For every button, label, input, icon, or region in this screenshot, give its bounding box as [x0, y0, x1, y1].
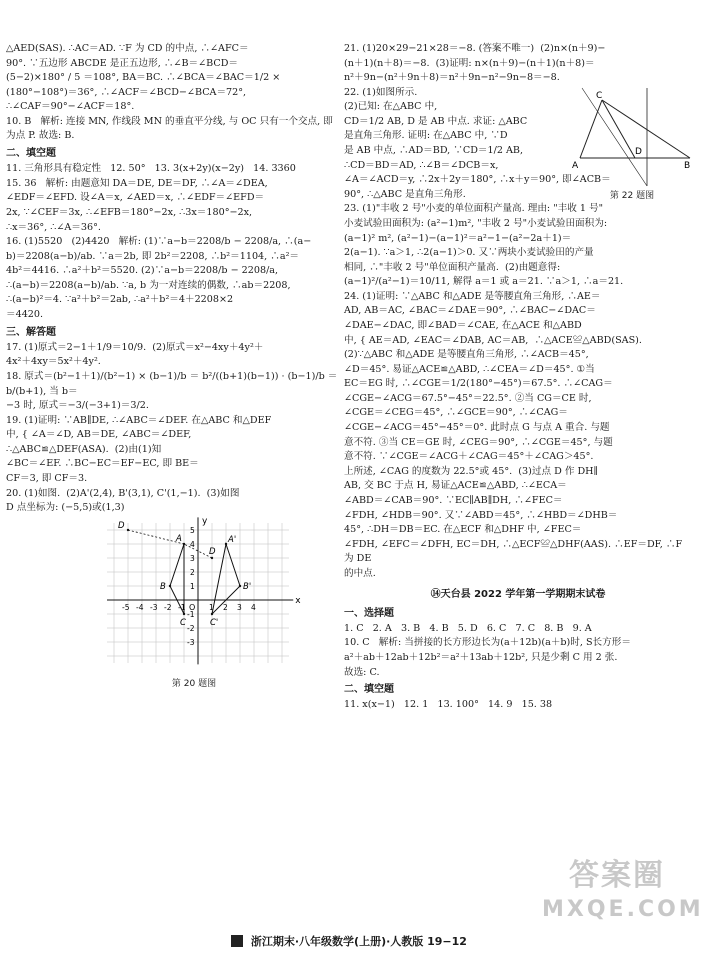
q22-line: 22. (1)如图所示. [344, 86, 418, 98]
q23-line: 小麦试验田面积为: (a²−1)m², "丰收 2 号"小麦试验田面积为: [344, 217, 608, 229]
point-dot [183, 613, 185, 615]
q24-line: ∠DAE−∠DAC, 即∠BAD＝∠CAE, 在△ACE 和△ABD [344, 319, 582, 331]
y-tick-label: 2 [190, 567, 195, 577]
q24-line: AD, AB＝AC, ∠BAC＝∠DAE＝90°, ∴∠BAC−∠DAC＝ [344, 305, 596, 317]
x-tick-label: -4 [136, 602, 144, 612]
point-dot [183, 543, 185, 545]
q24-line: ∠CGE−∠ACG＝45°−45°＝0°. 此时点 G 与点 A 重合. 与题 [344, 422, 610, 434]
x-tick-label: -1 [178, 602, 186, 612]
q16-line: ∴(a−b)²＝4. ∵a²＋b²＝2ab, ∴a²＋b²＝4＋2208×2 [6, 294, 234, 306]
figure-22 [572, 88, 692, 188]
q19-line: ∴△ABC≌△DEF(ASA). (2)由(1)知 [6, 443, 162, 455]
point-label: C [180, 617, 186, 628]
q21-line: (n＋1)(n＋8)＝−8. (3)证明: n×(n＋9)−(n＋1)(n＋8)＝ [344, 57, 595, 69]
y-tick-label: 5 [190, 525, 195, 535]
point-dot [225, 543, 227, 545]
point-label: B [160, 581, 166, 592]
q17-line: 17. (1)原式＝2−1＋1/9＝10/9. (2)原式＝x²−4xy＋4y²＋ [6, 341, 264, 353]
q21-answer [344, 42, 692, 86]
y-tick-label: 1 [190, 581, 195, 591]
q23-line: (a−1)²/(a²−1)＝10/11, 解得 a＝1 或 a＝21. ∵a＞1, ∴a＝21. [344, 276, 624, 288]
q24-line: ∠ABD＝∠CAB＝90°. ∵EC∥AB∥DH, ∴∠FEC＝ [344, 494, 563, 506]
q16-line: ＝4420. [6, 309, 44, 321]
watermark-line1: 答案圈 [569, 858, 665, 893]
q24-line: 上所述, ∠CAG 的度数为 22.5°或 45°. (3)过点 D 作 DH∥ [344, 465, 598, 477]
q10-answer: 10. B 解析: 连接 MN, 作线段 MN 的垂直平分线, 与 OC 只有一个交点, 即为点 P. 故选: B. [6, 115, 333, 142]
q15-answer [6, 177, 338, 235]
q24-line: ∠FDH, ∠HDB＝90°. 又∵∠ABD＝45°, ∴∠HBD＝∠DHB＝ [344, 509, 618, 521]
q24-line: 45°, ∴DH＝DB＝EC. 在△ECF 和△DHF 中, ∠FEC＝ [344, 524, 582, 536]
q24-answer [344, 290, 692, 582]
q19-line: CF＝3, 即 CF＝3. [6, 472, 88, 484]
footer-text: 浙江期末·八年级数学(上册)·人教版 19−12 [250, 935, 467, 948]
q15-line: ∴x＝36°, ∴∠A＝36°. [6, 221, 101, 233]
section-solutions: 三、解答题 [6, 326, 56, 338]
q10b-line: 10. C 解析: 当拼接的长方形边长为(a＋12b)(a＋b)时, S长方形＝ [344, 637, 631, 649]
q23-line: 23. (1)"丰收 2 号"小麦的单位面积产量高. 理由: "丰收 1 号" [344, 203, 604, 215]
q9-line: (180°−108°)＝36°, ∴∠ACF＝∠BCD−∠BCA＝72°, [6, 86, 247, 98]
fill-answers: 11. x(x−1) 12. 1 13. 100° 14. 9 15. 38 [344, 699, 553, 711]
q24-line: ∠FDH, ∠EFC＝∠DFH, EC＝DH, ∴△ECF≌△DHF(AAS). ∴EF＝DF, ∴F 为 DE [344, 538, 686, 565]
x-tick-label: -5 [122, 602, 130, 612]
segment-AC [580, 100, 602, 158]
page-footer [0, 934, 698, 954]
q19-line: 中, { ∠A＝∠D, AB＝DE, ∠ABC＝∠DEF, [6, 429, 192, 441]
point-dot [211, 557, 213, 559]
mc-answers: 1. C 2. A 3. B 4. B 5. D 6. C 7. C 8. B 9. A [344, 622, 592, 634]
section-fill-blank-2: 二、填空题 [344, 684, 394, 696]
q24-line: AB, 交 BC 于点 H, 易证△ACE≌△ABD, ∴∠ECA＝ [344, 480, 567, 492]
x-tick-label: -3 [150, 602, 158, 612]
q23-line: (a−1)² m², (a²−1)−(a−1)²＝a²−1−(a²−2a＋1)＝ [344, 232, 572, 244]
label-A: A [572, 160, 579, 171]
q22-line: 是 AB 中点, ∴AD＝BD, ∵CD＝1/2 AB, [344, 145, 524, 157]
q24-line: (2)∵△ABC 和△ADE 是等腰直角三角形, ∴∠ACB＝45°, [344, 349, 589, 361]
segment-CB [602, 100, 690, 158]
origin-label: O [189, 602, 196, 612]
label-D: D [635, 146, 642, 157]
segment-CD [602, 100, 635, 158]
q21-line: n²＋9n−(n²＋9n＋8)＝n²＋9n−n²−9n−8＝−8. [344, 72, 560, 84]
point-dot [169, 585, 171, 587]
q9-continuation [6, 42, 338, 115]
y-tick-label: -3 [187, 637, 195, 647]
q24-line: 24. (1)证明: ∵△ABC 和△ADE 是等腰直角三角形, ∴AE＝ [344, 290, 601, 302]
right-column [344, 42, 692, 713]
q10b-line: a²＋ab＋12ab＋12b²＝a²＋13ab＋12b², 只是少剩 C 用 2 张. [344, 651, 618, 663]
label-C: C [596, 90, 603, 101]
point-label: B' [243, 581, 252, 592]
q18-line: 18. 原式＝(b²−1＋1)/(b²−1) × (b−1)/b ＝ b²/((b+1)(b−1)) · (b−1)/b ＝ b/(b+1), 当 b＝ [6, 370, 341, 397]
construction-line [582, 88, 647, 186]
q9-line: △AED(SAS). ∴AC＝AD. ∵F 为 CD 的中点, ∴∠AFC＝ [6, 43, 249, 54]
q22-block [344, 86, 692, 203]
q24-line: 中, { AE＝AD, ∠EAC＝∠DAB, AC＝AB, ∴△ACE≌△ABD(SAS). [344, 334, 642, 346]
q18-line: −3 时, 原式＝−3/(−3+1)＝3/2. [6, 400, 149, 412]
y-tick-label: 4 [190, 539, 195, 549]
section-choice: 一、选择题 [344, 607, 394, 619]
q23-line: 相同, ∴"丰收 2 号"单位面积产量高. (2)由题意得: [344, 261, 561, 273]
watermark-line2: MXQE.COM [542, 897, 704, 922]
point-label: D [118, 520, 125, 531]
footer-square-icon [231, 935, 243, 947]
q9-line: 90°. ∵五边形 ABCDE 是正五边形, ∴∠B＝∠BCD＝ [6, 57, 239, 69]
q16-line: 16. (1)5520 (2)4420 解析: (1)∵a−b＝2208/b − 2208/a, ∴(a− [6, 236, 312, 248]
q15-line: 2x, ∵∠CEF＝3x, ∴∠EFB＝180°−2x, ∴3x＝180°−2x, [6, 206, 253, 218]
x-tick-label: 2 [223, 602, 228, 612]
q18-answer [6, 370, 341, 414]
q19-answer [6, 414, 338, 487]
q16-line: 4b²＝4416. ∴a²＋b²＝5520. (2)∵a−b＝2208/b − 2208/a, [6, 265, 279, 277]
figure-20-caption: 第 20 题图 [171, 678, 217, 689]
watermark-logo [542, 856, 704, 934]
x-tick-label: 1 [209, 602, 214, 612]
q20-line: D 点坐标为: (−5,5)或(1,3) [6, 502, 125, 514]
point-label: A [176, 533, 182, 544]
point-label: A' [228, 534, 237, 545]
q10-answer [344, 636, 692, 680]
y-tick-label: 3 [190, 553, 195, 563]
q17-line: 4x²＋4xy＝5x²＋4y². [6, 356, 101, 368]
q19-line: ∠BC＝∠EF. ∴BC−EC＝EF−EC, 即 BE＝ [6, 458, 199, 470]
x-tick-label: 3 [237, 602, 242, 612]
q24-line: 意不符. ∵∠CGE＝∠ACG＋∠CAG＝45°＋∠CAG＞45°. [344, 451, 594, 463]
point-dot [127, 529, 129, 531]
q24-line: 意不符. ③当 CE＝GE 时, ∠CEG＝90°, ∴∠CGE＝45°, 与题 [344, 436, 613, 448]
q24-line: 的中点. [344, 567, 376, 579]
q23-answer [344, 202, 692, 289]
y-axis-label: y [202, 516, 208, 527]
point-label: C' [210, 617, 219, 628]
y-tick-label: -1 [187, 609, 195, 619]
q15-line: ∠EDF＝∠EFD. 设∠A＝x, ∠AED＝x, ∴∠EDF＝∠EFD＝ [6, 192, 265, 204]
label-B: B [684, 160, 691, 171]
q20-answer [6, 487, 338, 516]
q11-14-answers: 11. 三角形具有稳定性 12. 50° 13. 3(x+2y)(x−2y) 14. 3360 [6, 163, 296, 175]
q19-line: 19. (1)证明: ∵AB∥DE, ∴∠ABC＝∠DEF. 在△ABC 和△DEF [6, 414, 272, 426]
q24-line: ∠CGE−∠ACG＝67.5°−45°＝22.5°. ②当 CG＝CE 时, [344, 392, 592, 404]
q24-line: EC＝EG 时, ∴∠CGE＝1/2(180°−45°)＝67.5°. ∴∠CAG＝ [344, 378, 613, 390]
point-dot [211, 613, 213, 615]
x-tick-label: -2 [164, 602, 172, 612]
q16-line: b)＝2208(a−b)/ab. ∵a＝2b, 即 2b²＝2208, ∴b²＝1104, ∴a²＝ [6, 250, 300, 262]
q10b-line: 故选: C. [344, 666, 380, 678]
q22-line: ∴CD＝BD＝AD, ∴∠B＝∠DCB＝x, [344, 159, 499, 171]
q24-line: ∠D＝45°. 易证△ACE≌△ABD, ∴∠CEA＝∠D＝45°. ①当 [344, 363, 595, 375]
x-tick-label: 4 [251, 602, 256, 612]
q9-line: (5−2)×180° / 5 ＝108°, BA＝BC. ∴∠BCA＝∠BAC＝1/2 × [6, 72, 281, 84]
q20-line: 20. (1)如图. (2)A'(2,4), B'(3,1), C'(1,−1). (3)如图 [6, 487, 240, 499]
point-dot [239, 585, 241, 587]
q22-line: (2)已知: 在△ABC 中, [344, 101, 438, 113]
q16-answer [6, 235, 338, 322]
coordinate-graph-q20 [94, 516, 301, 678]
figure-22-caption: 第 22 题图 [609, 190, 655, 201]
q22-line: 是直角三角形. 证明: 在△ABC 中, ∵D [344, 130, 508, 142]
q16-line: ∴(a−b)＝2208(a−b)/ab. ∵a, b 为一对连续的偶数, ∴ab＝2208, [6, 279, 291, 291]
y-tick-label: -2 [187, 623, 195, 633]
q21-line: 21. (1)20×29−21×28＝−8. (答案不唯一) (2)n×(n＋9)− [344, 43, 606, 54]
left-column [6, 42, 341, 691]
x-axis-label: x [295, 595, 301, 606]
q22-line: CD＝1/2 AB, D 是 AB 中点. 求证: △ABC [344, 115, 528, 127]
exam-title: ⑭天台县 2022 学年第一学期期末试卷 [430, 589, 606, 601]
q22-line: 90°, ∴△ABC 是直角三角形. [344, 188, 466, 200]
q23-line: 2(a−1). ∵a＞1, ∴2(a−1)＞0. 又∵两块小麦试验田的产量 [344, 247, 594, 259]
section-fill-blank: 二、填空题 [6, 148, 56, 160]
q15-line: 15. 36 解析: 由题意知 DA＝DE, DE＝DF, ∴∠A＝∠DEA, [6, 177, 268, 189]
q22-line: ∠A＝∠ACD＝y, ∴2x＋2y＝180°, ∴x＋y＝90°, 即∠ACB＝ [344, 174, 611, 186]
q17-answer [6, 341, 338, 370]
q24-line: ∠CGE＝∠CEG＝45°, ∴∠GCE＝90°, ∴∠CAG＝ [344, 407, 568, 419]
q9-line: ∴∠CAF＝90°−∠ACF＝18°. [6, 101, 135, 113]
point-label: D [209, 546, 216, 557]
